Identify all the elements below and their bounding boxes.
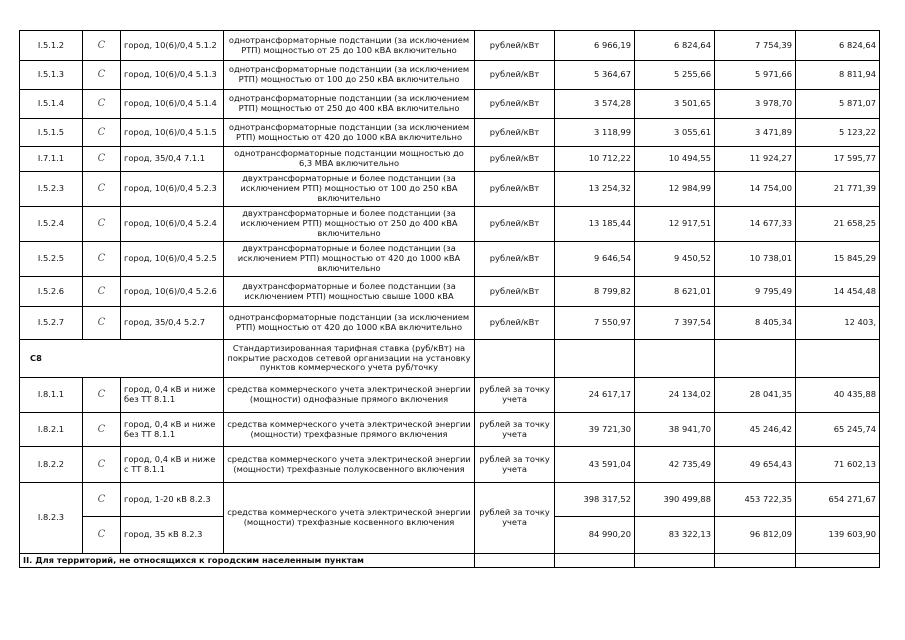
row-code: I.5.1.2 xyxy=(20,31,83,61)
table-row xyxy=(20,307,880,340)
row-value-2: 390 499,88 xyxy=(635,483,715,517)
row-unit: рублей за точку учета xyxy=(475,378,555,413)
row-description: однотрансформаторные подстанции (за исключением РТП) мощностью от 100 до 250 кВА включительно xyxy=(224,61,475,90)
table-row xyxy=(20,413,880,447)
row-value-2: 6 824,64 xyxy=(635,31,715,61)
row-description: двухтрансформаторные и более подстанции (за исключением РТП) мощностью от 420 до 1000 кВА включительно xyxy=(224,242,475,277)
row-symbol: C xyxy=(83,517,121,554)
row-symbol: C xyxy=(83,447,121,483)
row-value-3: 45 246,42 xyxy=(715,413,796,447)
table-row xyxy=(20,242,880,277)
row-voltage-level: город, 10(6)/0,4 5.2.3 xyxy=(121,172,224,207)
row-value-1: 43 591,04 xyxy=(555,447,635,483)
row-code: I.7.1.1 xyxy=(20,147,83,172)
row-value-1: 13 185,44 xyxy=(555,207,635,242)
row-value-3: 11 924,27 xyxy=(715,147,796,172)
section-empty-cell xyxy=(796,554,880,568)
row-value-4: 40 435,88 xyxy=(796,378,880,413)
row-code: I.5.2.3 xyxy=(20,172,83,207)
table-row-c8 xyxy=(20,340,880,378)
row-symbol: C xyxy=(83,413,121,447)
row-code: I.5.2.4 xyxy=(20,207,83,242)
row-value-4: 6 824,64 xyxy=(796,31,880,61)
row-value-3: 10 738,01 xyxy=(715,242,796,277)
table-row xyxy=(20,147,880,172)
row-value-1: 3 118,99 xyxy=(555,119,635,147)
c8-empty-cell xyxy=(796,340,880,378)
row-voltage-level: город, 35/0,4 5.2.7 xyxy=(121,307,224,340)
row-value-1: 3 574,28 xyxy=(555,90,635,119)
row-value-4: 14 454,48 xyxy=(796,277,880,307)
row-description: однотрансформаторные подстанции (за исключением РТП) мощностью от 420 до 1000 кВА включительно xyxy=(224,307,475,340)
table-row xyxy=(20,172,880,207)
row-unit: рублей/кВт xyxy=(475,31,555,61)
row-value-1: 6 966,19 xyxy=(555,31,635,61)
row-value-4: 21 771,39 xyxy=(796,172,880,207)
row-value-2: 10 494,55 xyxy=(635,147,715,172)
row-voltage-level: город, 10(6)/0,4 5.1.5 xyxy=(121,119,224,147)
row-value-1: 7 550,97 xyxy=(555,307,635,340)
row-voltage-level: город, 0,4 кВ и ниже без ТТ 8.1.1 xyxy=(121,378,224,413)
row-unit: рублей/кВт xyxy=(475,242,555,277)
row-value-3: 453 722,35 xyxy=(715,483,796,517)
row-voltage-level: город, 0,4 кВ и ниже без ТТ 8.1.1 xyxy=(121,413,224,447)
row-unit: рублей/кВт xyxy=(475,172,555,207)
row-symbol: C xyxy=(83,378,121,413)
row-value-3: 3 978,70 xyxy=(715,90,796,119)
row-unit: рублей/кВт xyxy=(475,119,555,147)
c8-description: Стандартизированная тарифная ставка (руб/кВт) на покрытие расходов сетевой организации на установку пунктов коммерческого учета руб/точку xyxy=(224,340,475,378)
section-empty-cell xyxy=(555,554,635,568)
row-unit: рублей за точку учета xyxy=(475,483,555,554)
row-description: однотрансформаторные подстанции мощностью до 6,3 МВА включительно xyxy=(224,147,475,172)
row-value-2: 38 941,70 xyxy=(635,413,715,447)
table-row xyxy=(20,447,880,483)
row-value-4: 71 602,13 xyxy=(796,447,880,483)
section-empty-cell xyxy=(715,554,796,568)
row-symbol: C xyxy=(83,31,121,61)
section-header-row xyxy=(20,554,880,568)
row-value-1: 13 254,32 xyxy=(555,172,635,207)
row-description: однотрансформаторные подстанции (за исключением РТП) мощностью от 25 до 100 кВА включительно xyxy=(224,31,475,61)
row-voltage-level: город, 10(6)/0,4 5.1.4 xyxy=(121,90,224,119)
row-code: I.8.2.3 xyxy=(20,483,83,554)
section-empty-cell xyxy=(475,554,555,568)
row-unit: рублей/кВт xyxy=(475,147,555,172)
table-row xyxy=(20,119,880,147)
row-value-4: 17 595,77 xyxy=(796,147,880,172)
tariff-table xyxy=(19,30,880,568)
row-symbol: C xyxy=(83,119,121,147)
row-value-1: 5 364,67 xyxy=(555,61,635,90)
row-value-4: 21 658,25 xyxy=(796,207,880,242)
row-value-2: 12 917,51 xyxy=(635,207,715,242)
row-symbol: C xyxy=(83,277,121,307)
row-value-3: 49 654,43 xyxy=(715,447,796,483)
row-voltage-level: город, 35/0,4 7.1.1 xyxy=(121,147,224,172)
row-code: I.5.1.4 xyxy=(20,90,83,119)
row-value-4: 12 403, xyxy=(796,307,880,340)
row-value-2: 3 055,61 xyxy=(635,119,715,147)
row-symbol: C xyxy=(83,90,121,119)
row-value-3: 5 971,66 xyxy=(715,61,796,90)
row-value-1: 84 990,20 xyxy=(555,517,635,554)
row-value-2: 42 735,49 xyxy=(635,447,715,483)
row-code: I.5.2.5 xyxy=(20,242,83,277)
row-code: I.5.1.5 xyxy=(20,119,83,147)
row-description: двухтрансформаторные и более подстанции (за исключением РТП) мощностью свыше 1000 кВА xyxy=(224,277,475,307)
row-code: I.8.1.1 xyxy=(20,378,83,413)
row-value-1: 9 646,54 xyxy=(555,242,635,277)
row-value-2: 83 322,13 xyxy=(635,517,715,554)
row-value-1: 39 721,30 xyxy=(555,413,635,447)
row-value-2: 7 397,54 xyxy=(635,307,715,340)
row-unit: рублей/кВт xyxy=(475,307,555,340)
row-voltage-level: город, 0,4 кВ и ниже с ТТ 8.1.1 xyxy=(121,447,224,483)
c8-empty-cell xyxy=(635,340,715,378)
row-value-3: 9 795,49 xyxy=(715,277,796,307)
row-symbol: C xyxy=(83,172,121,207)
row-symbol: C xyxy=(83,307,121,340)
row-value-4: 5 123,22 xyxy=(796,119,880,147)
row-code: I.8.2.1 xyxy=(20,413,83,447)
row-value-4: 15 845,29 xyxy=(796,242,880,277)
row-voltage-level: город, 10(6)/0,4 5.2.5 xyxy=(121,242,224,277)
table-row xyxy=(20,31,880,61)
row-symbol: C xyxy=(83,242,121,277)
row-value-1: 10 712,22 xyxy=(555,147,635,172)
row-value-4: 8 811,94 xyxy=(796,61,880,90)
table-row xyxy=(20,90,880,119)
tariff-sheet xyxy=(19,30,880,568)
row-voltage-level: город, 35 кВ 8.2.3 xyxy=(121,517,224,554)
row-unit: рублей/кВт xyxy=(475,61,555,90)
row-value-3: 14 677,33 xyxy=(715,207,796,242)
row-description: средства коммерческого учета электрической энергии (мощности) трехфазные полукосвенного включения xyxy=(224,447,475,483)
row-symbol: C xyxy=(83,147,121,172)
row-symbol: C xyxy=(83,483,121,517)
table-row xyxy=(20,61,880,90)
c8-code: C8 xyxy=(20,340,224,378)
row-voltage-level: город, 10(6)/0,4 5.1.3 xyxy=(121,61,224,90)
row-description: средства коммерческого учета электрической энергии (мощности) однофазные прямого включения xyxy=(224,378,475,413)
row-value-1: 398 317,52 xyxy=(555,483,635,517)
table-row xyxy=(20,483,880,517)
row-unit: рублей за точку учета xyxy=(475,413,555,447)
row-unit: рублей за точку учета xyxy=(475,447,555,483)
row-value-3: 7 754,39 xyxy=(715,31,796,61)
row-voltage-level: город, 10(6)/0,4 5.1.2 xyxy=(121,31,224,61)
row-code: I.5.2.6 xyxy=(20,277,83,307)
row-unit: рублей/кВт xyxy=(475,277,555,307)
row-symbol: C xyxy=(83,207,121,242)
row-unit: рублей/кВт xyxy=(475,90,555,119)
row-description: однотрансформаторные подстанции (за исключением РТП) мощностью от 420 до 1000 кВА включительно xyxy=(224,119,475,147)
table-row xyxy=(20,277,880,307)
row-code: I.8.2.2 xyxy=(20,447,83,483)
table-row xyxy=(20,378,880,413)
section-title: II. Для территорий, не относящихся к городским населенным пунктам xyxy=(20,554,475,568)
row-value-2: 9 450,52 xyxy=(635,242,715,277)
row-voltage-level: город, 10(6)/0,4 5.2.4 xyxy=(121,207,224,242)
row-value-2: 3 501,65 xyxy=(635,90,715,119)
row-voltage-level: город, 10(6)/0,4 5.2.6 xyxy=(121,277,224,307)
table-row xyxy=(20,207,880,242)
row-value-4: 65 245,74 xyxy=(796,413,880,447)
row-code: I.5.1.3 xyxy=(20,61,83,90)
row-description: средства коммерческого учета электрической энергии (мощности) трехфазные прямого включения xyxy=(224,413,475,447)
row-symbol: C xyxy=(83,61,121,90)
row-value-4: 139 603,90 xyxy=(796,517,880,554)
row-unit: рублей/кВт xyxy=(475,207,555,242)
row-value-1: 8 799,82 xyxy=(555,277,635,307)
row-value-3: 8 405,34 xyxy=(715,307,796,340)
row-value-3: 3 471,89 xyxy=(715,119,796,147)
row-description: двухтрансформаторные и более подстанции (за исключением РТП) мощностью от 250 до 400 кВА включительно xyxy=(224,207,475,242)
c8-empty-cell xyxy=(715,340,796,378)
c8-empty-cell xyxy=(555,340,635,378)
row-value-2: 8 621,01 xyxy=(635,277,715,307)
row-value-2: 5 255,66 xyxy=(635,61,715,90)
row-description: однотрансформаторные подстанции (за исключением РТП) мощностью от 250 до 400 кВА включительно xyxy=(224,90,475,119)
row-value-2: 12 984,99 xyxy=(635,172,715,207)
row-voltage-level: город, 1-20 кВ 8.2.3 xyxy=(121,483,224,517)
row-value-2: 24 134,02 xyxy=(635,378,715,413)
row-value-1: 24 617,17 xyxy=(555,378,635,413)
section-empty-cell xyxy=(635,554,715,568)
row-value-4: 654 271,67 xyxy=(796,483,880,517)
row-value-4: 5 871,07 xyxy=(796,90,880,119)
row-code: I.5.2.7 xyxy=(20,307,83,340)
row-value-3: 14 754,00 xyxy=(715,172,796,207)
row-value-3: 96 812,09 xyxy=(715,517,796,554)
row-description: средства коммерческого учета электрической энергии (мощности) трехфазные косвенного включения xyxy=(224,483,475,554)
c8-empty-cell xyxy=(475,340,555,378)
row-value-3: 28 041,35 xyxy=(715,378,796,413)
row-description: двухтрансформаторные и более подстанции (за исключением РТП) мощностью от 100 до 250 кВА включительно xyxy=(224,172,475,207)
